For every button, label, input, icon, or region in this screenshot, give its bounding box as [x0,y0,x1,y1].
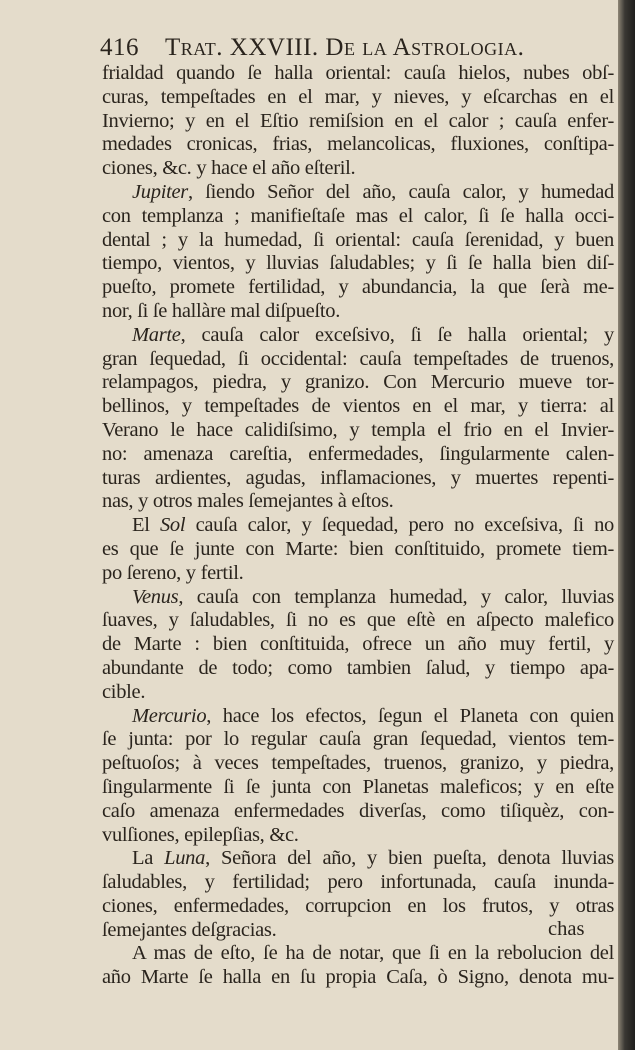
text-line [102,62,614,86]
text-run: nas, y otros males ſemejantes à eſtos. [102,490,394,513]
text-run: , ſiendo Señor del año, cauſa calor, y humedad [187,180,614,203]
running-header [100,34,560,62]
text-run: vulſiones, epilepſias, &c. [102,823,299,846]
text-line [102,205,614,229]
text-line [102,562,614,586]
text-run: Invierno; y en el Eſtio remiſsion en el calor ; cauſa enfer- [102,109,614,132]
body-text [102,62,614,990]
text-line [102,847,614,871]
text-run: , cauſa calor exceſsivo, ſi ſe halla oriental; y [180,323,614,346]
text-line [102,371,614,395]
text-run: A mas de eſto, ſe ha de notar, que ſi en la rebolucion del [132,942,614,965]
text-line [102,728,614,752]
italic-term: Mercurio [132,704,207,727]
text-line [102,895,614,919]
text-run: ciones, &c. y hace el año eſteril. [102,157,356,180]
text-run: con templanza ; manifieſtaſe mas el calor, ſi ſe halla occi- [102,204,614,227]
text-run: ſe junta: por lo regular cauſa gran ſequedad, vientos tem- [102,728,614,751]
text-line [102,633,614,657]
text-run: La [132,847,165,870]
text-run: ſemejantes deſgracias. [102,918,277,941]
text-run: caſo amenaza enfermedades diverſas, como tiſiquèz, con- [102,799,614,822]
text-line [102,776,614,800]
text-line [102,609,614,633]
text-line [102,324,614,348]
catchword: chas [548,918,585,940]
text-run: , Señora del año, y bien pueſta, denota lluvias [205,847,614,870]
text-line [102,919,614,943]
text-run: frialdad quando ſe halla oriental: cauſa hielos, nubes obſ- [102,62,614,84]
text-line [102,229,614,253]
text-run: cauſa calor, y ſequedad, pero no exceſsiva, ſi no [185,514,614,537]
text-line [102,657,614,681]
text-run: ſingularmente ſi ſe junta con Planetas maleficos; y en eſte [102,775,614,798]
text-run: ſaludables, y fertilidad; pero infortunada, cauſa inunda- [102,871,614,894]
text-run: peſtuoſos; à veces tempeſtades, truenos, granizo, y piedra, [102,752,614,775]
text-run: relampagos, piedra, y granizo. Con Mercurio mueve tor- [102,371,614,394]
text-run: Verano le hace calidiſsimo, y templa el frio en el Invier- [102,418,614,441]
italic-term: Luna [164,847,206,870]
text-run: cible. [102,680,146,703]
text-line [102,133,614,157]
text-run: gran ſequedad, ſi occidental: cauſa tempeſtades de truenos, [102,347,614,370]
text-run: turas ardientes, agudas, inflamaciones, y muertes repenti- [102,466,614,489]
italic-term: Venus [132,585,179,608]
text-line [102,443,614,467]
text-line [102,252,614,276]
text-line [102,681,614,705]
text-run: año Marte ſe halla en ſu propia Caſa, ò Signo, denota mu- [102,966,614,989]
text-line [102,419,614,443]
text-line [102,181,614,205]
text-line [102,395,614,419]
text-line [102,824,614,848]
running-title: Trat. XXVIII. De la Astrologia. [165,34,525,61]
text-run: medades cronicas, frias, melancolicas, fluxiones, conſtipa- [102,133,614,156]
text-run: po ſereno, y fertil. [102,561,244,584]
text-line [102,752,614,776]
text-line [102,110,614,134]
text-line [102,705,614,729]
text-run: no: amenaza careſtia, enfermedades, ſingularmente calen- [102,442,614,465]
text-run: bellinos, y tempeſtades de vientos en el mar, y tierra: al [102,395,614,418]
text-line [102,800,614,824]
text-run: curas, tempeſtades en el mar, y nieves, y eſcarchas en el [102,85,614,108]
text-line [102,514,614,538]
page-edge [618,0,635,1050]
text-run: de Marte : bien conſtituida, ofrece un año muy fertil, y [102,633,614,656]
text-line [102,966,614,990]
text-run: ciones, enfermedades, corrupcion en los frutos, y otras [102,894,614,917]
text-run: ſuaves, y ſaludables, ſi no es que eſtè en aſpecto malefico [102,609,614,632]
text-run: , hace los efectos, ſegun el Planeta con quien [206,704,614,727]
text-line [102,942,614,966]
text-run: nor, ſi ſe hallàre mal diſpueſto. [102,299,341,322]
text-line [102,300,614,324]
text-line [102,490,614,514]
text-run: El [132,514,160,537]
text-line [102,586,614,610]
text-run: abundante de todo; como tambien ſalud, y tiempo apa- [102,656,614,679]
italic-term: Jupiter [132,180,188,203]
italic-term: Marte [132,323,181,346]
text-line [102,348,614,372]
text-run: es que ſe junte con Marte: bien conſtituido, promete tiem- [102,537,614,560]
text-run: dental ; y la humedad, ſi oriental: cauſa ſerenidad, y buen [102,228,614,251]
text-line [102,86,614,110]
text-run: pueſto, promete fertilidad, y abundancia, la que ſerà me- [102,276,614,299]
text-line [102,467,614,491]
text-line [102,871,614,895]
text-line [102,276,614,300]
text-line [102,157,614,181]
text-line [102,538,614,562]
text-run: tiempo, vientos, y lluvias ſaludables; y ſi ſe halla bien diſ- [102,252,614,275]
text-run: , cauſa con templanza humedad, y calor, lluvias [178,585,614,608]
italic-term: Sol [159,514,186,537]
page-number: 416 [100,34,139,61]
